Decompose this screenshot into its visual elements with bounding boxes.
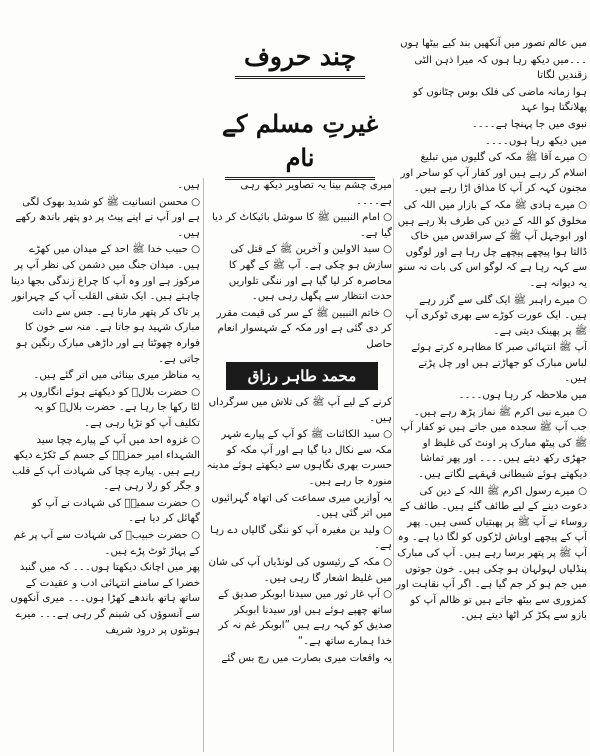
- paragraph: ○ خاتم النبیین ﷺ کے سر کی قیمت مقرر کر دی گئی ہے اور مکہ کے شہسوار انعام حاصل: [216, 307, 392, 350]
- page-title: غیرتِ مسلم کے نام: [221, 109, 378, 172]
- paragraph: ہیں۔: [177, 180, 200, 191]
- paragraph: ○ ولید بن مغیرہ آپ کو ننگی گالیاں دے رہا ہے۔: [210, 524, 392, 552]
- paragraph: میں دیکھ رہا ہوں۔۔۔۔: [484, 135, 587, 147]
- paragraph: میں ملاحظہ کر رہا ہوں۔۔۔۔: [458, 390, 587, 402]
- paragraph: ○ حضرت خبیبؓ کی شہادت سے آپ پر غم کے پہاڑ ٹوٹ پڑے ہیں۔: [13, 530, 200, 557]
- right-column: [395, 36, 587, 754]
- paragraph: آپ ﷺ انتہائی صبر کا مظاہرہ کرتے ہوئے لباس مبارک کو جھاڑتے ہیں اور چل پڑتے ہیں۔: [411, 342, 587, 385]
- paragraph: کرنے کے لیے آپ ﷺ کی تلاش میں سرگرداں ہیں۔: [208, 397, 392, 424]
- title-top: چند حروف: [243, 42, 357, 71]
- paragraph: ○ میرے نبی اکرم ﷺ نماز پڑھ رہے ہیں۔ جب آپ ﷺ سجدہ میں جاتے ہیں تو کفار آپ ﷺ کی پیٹھ مبارک پر اونٹ کی غلیظ او جھڑی رکھ دیتے ہیں۔۔۔۔ اور پھر تماشا دیکھتے ہوئے شیطانی قہقہے لگاتے ہیں۔: [400, 406, 587, 481]
- column-divider: [203, 178, 204, 752]
- paragraph: ○ میرے آقا ﷺ مکہ کی گلیوں میں تبلیغ اسلام کر رہے ہیں اور کفار آپ کو ساحر اور مجنون کہہ کر آپ کا مذاق اڑا رہے ہیں۔: [400, 152, 587, 195]
- paragraph: ○ مکہ کے رئیسوں کی لونڈیاں آپ کی شان میں غلیظ اشعار گا رہی ہیں۔: [208, 556, 392, 584]
- title-block: [208, 36, 392, 174]
- paragraph: ○ غزوہ احد میں آپ کے پیارے چچا سید الشہداء امیر حمزہؓ کے جسم کے ٹکڑے دیکھ رہے ہیں۔ پیارے چچا کی شہادت آپ کے قلب و جگر کو رلا رہی ہے۔: [12, 434, 200, 493]
- paragraph: پھر میں اچانک دیکھتا ہوں۔۔۔ کہ میں گنبد خضرا کے سامنے انتہائی ادب و عقیدت کے ساتھ ہاتھ باندھے کھڑا ہوں۔۔۔ میری آنکھوں سے آنسوؤں کی شبنم گر رہی ہے۔۔۔ میرے ہونٹوں پر درود شریف: [10, 562, 200, 636]
- paragraph: میں عالم تصور میں آنکھیں بند کیے بیٹھا ہوں: [400, 38, 587, 49]
- middle-column-top: [206, 178, 392, 358]
- paragraph: یہ واقعات میری بصارت میں رچ بس گئے: [221, 652, 392, 664]
- author-byline: محمد طاہر رزاق: [226, 362, 378, 390]
- middle-column-bottom: [206, 395, 392, 754]
- paragraph: ○ سید الکائنات ﷺ کو آپ کے پیارے شہر مکہ سے نکال دیا گیا ہے اور آپ مکہ کو حسرت بھری نگاہوں سے دیکھتے ہوئے مدینہ منورہ جا رہے ہیں۔: [206, 429, 392, 487]
- left-column: [8, 178, 200, 756]
- title-underline: [235, 76, 365, 79]
- paragraph: ۔۔۔میں دیکھ رہا ہوں کہ میرا ذہن الٹی زقندیں لگاتا: [414, 54, 587, 82]
- paragraph: ○ حبیب خدا ﷺ احد کے میدان میں کھڑے ہیں۔ میدان جنگ میں دشمن کی نظر آپ پر مرکوز ہے اور وہ آپ کا چراغ زندگی بجھا دینا چاہتے ہیں۔ ایک شقی القلب آپ کے چہرانور پر تاک کر پتھر مارتا ہے۔ جس سے دانت مبارک شہید ہو جاتا ہے۔ منہ سے خون کا فوارہ چھوٹتا ہے اور داڑھی مبارک رنگین ہو جاتی ہے۔: [10, 244, 200, 365]
- paragraph: یہ آوازیں میری سماعت کی اتھاہ گہرائیوں میں اتر گئی ہیں۔: [211, 492, 392, 520]
- paragraph: ○ محسن انسانیت ﷺ کو شدید بھوک لگی ہے اور آپ نے اپنے پیٹ پر دو پتھر باندھ رکھے ہیں۔: [15, 196, 200, 239]
- paragraph: ○ سید الاولین و آخرین ﷺ کے قتل کی سازش ہو چکی ہے۔ آپ ﷺ کے گھر کا محاصرہ کر لیا گیا ہے اور ننگی تلواریں حدت انتظار سے پگھل رہی ہیں۔: [228, 244, 392, 303]
- column-divider: [393, 178, 394, 752]
- paragraph: ○ میرے ہادی ﷺ مکہ کے بازار میں اللہ کی مخلوق کو اللہ کے دین کی طرف بلا رہے ہیں اور ابوجہل آپ ﷺ کے سراقدس میں خاک ڈالتا ہوا پیچھے پیچھے چل رہا ہے اور لوگوں سے کہہ رہا ہے کہ لوگو اس کی بات نہ سنو یہ دیوانہ ہے۔: [397, 199, 587, 289]
- paragraph: یہ مناظر میری بینائی میں اتر گئے ہیں۔: [33, 370, 200, 382]
- paragraph: میری چشم بینا یہ تصاویر دیکھ رہی ہے۔۔۔۔: [240, 180, 392, 207]
- paragraph: نبوی میں جا پہنچا ہے۔۔۔۔: [471, 118, 587, 130]
- paragraph: ○ آپ غار ثور میں سیدنا ابوبکر صدیق کے ساتھ چھپے ہوئے ہیں اور سیدنا ابوبکر صدیق کو کہہ رہے ہیں ”ابوبکر غم نہ کر خدا ہمارے ساتھ ہے۔“: [218, 589, 392, 647]
- paragraph: ○ حضرت بلالؓ کو دیکھتے ہوئے انگاروں پر لٹا رکھا جا رہا ہے۔ حضرت بلالؓ کو یہ تکلیف آپ کو تڑپا رہی ہے۔: [18, 386, 200, 429]
- paragraph: ○ میرے راہبر ﷺ ایک گلی سے گزر رہے ہیں۔ ایک عورت کوڑے سے بھری ٹوکری آپ ﷺ پر پھینک دیتی ہے۔: [405, 294, 587, 337]
- paragraph: ○ امام النبیین ﷺ کا سوشل بائیکاٹ کر دیا گیا ہے۔: [212, 212, 392, 239]
- paragraph: ○ حضرت سمیہؓ کی شہادت نے آپ کو گھائل کر دیا ہے۔: [31, 497, 200, 525]
- paragraph: ○ میرے رسول اکرم ﷺ اللہ کے دین کی دعوت دینے کے لیے طائف گئے ہیں۔ طائف کے روساء نے آپ ﷺ پر پھبتیاں کسی ہیں۔ پھر آپ کے پیچھے اوباش لڑکوں کو لگا دیا ہے۔ وہ آپ ﷺ پر پتھر برسا رہے ہیں۔ آپ کی مبارک پنڈلیاں لہولہان ہو چکی ہیں۔ خون جوتوں میں جم ہو کر جم گیا ہے۔ اگر آپ نقاہت اور کمزوری سے بیٹھ جاتے ہیں تو ظالم آپ کو بازو سے پکڑ کر اٹھا دیتے ہیں۔: [396, 485, 587, 622]
- paragraph: ہوا زمانہ ماضی کی فلک بوس چٹانوں کو پھلانگتا ہوا عہد: [412, 86, 587, 114]
